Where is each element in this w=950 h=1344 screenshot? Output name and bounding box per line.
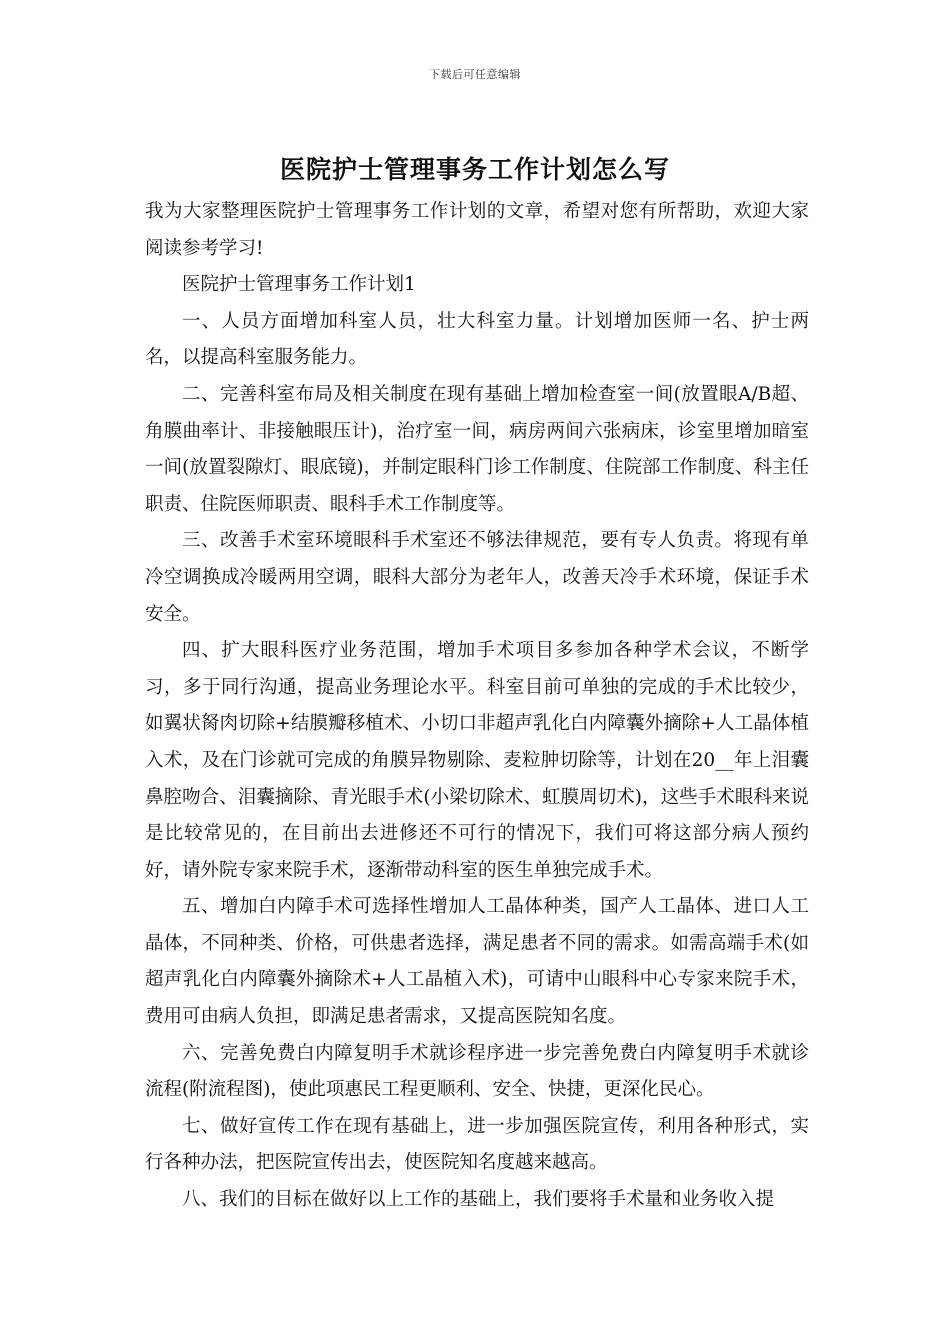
paragraph-1: 一、人员方面增加科室人员，壮大科室力量。计划增加医师一名、护士两名，以提高科室服务能力。 bbox=[145, 310, 809, 369]
document-body bbox=[145, 194, 809, 1219]
paragraph-intro: 我为大家整理医院护士管理事务工作计划的文章，希望对您有所帮助，欢迎大家阅读参考学习! bbox=[145, 201, 809, 259]
page-title: 医院护士管理事务工作计划怎么写 bbox=[279, 155, 670, 184]
paragraph-2: 二、完善科室布局及相关制度在现有基础上增加检查室一间(放置眼A/B超、角膜曲率计、非接触眼压计)，治疗室一间，病房两间六张病床，诊室里增加暗室一间(放置裂隙灯、眼底镜)，并制定眼科门诊工作制度、住院部工作制度、科主任职责、住院医师职责、眼科手术工作制度等。 bbox=[145, 383, 809, 515]
paragraph-8: 八、我们的目标在做好以上工作的基础上，我们要将手术量和业务收入提 bbox=[182, 1189, 775, 1211]
paragraph-4: 四、扩大眼科医疗业务范围，增加手术项目多参加各种学术会议，不断学习，多于同行沟通，提高业务理论水平。科室目前可单独的完成的手术比较少，如翼状胬肉切除+结膜瓣移植术、小切口非超声乳化白内障囊外摘除+人工晶体植入术，及在门诊就可完成的角膜异物剔除、麦粒肿切除等，计划在20__年上泪囊鼻腔吻合、泪囊摘除、青光眼手术(小梁切除术、虹膜周切术)，这些手术眼科来说是比较常见的，在目前出去进修还不可行的情况下，我们可将这部分病人预约好，请外院专家来院手术，逐渐带动科室的医生单独完成手术。 bbox=[145, 640, 809, 881]
paragraph-3: 三、改善手术室环境眼科手术室还不够法律规范，要有专人负责。将现有单冷空调换成冷暖两用空调，眼科大部分为老年人，改善天冷手术环境，保证手术安全。 bbox=[145, 530, 809, 625]
paragraph-5: 五、增加白内障手术可选择性增加人工晶体种类，国产人工晶体、进口人工晶体，不同种类、价格，可供患者选择，满足患者不同的需求。如需高端手术(如超声乳化白内障囊外摘除术+人工晶植入术)，可请中山眼科中心专家来院手术，费用可由病人负担，即满足患者需求，又提高医院知名度。 bbox=[145, 896, 809, 1028]
header-note: 下载后可任意编辑 bbox=[429, 68, 521, 81]
paragraph-6: 六、完善免费白内障复明手术就诊程序进一步完善免费白内障复明手术就诊流程(附流程图)，使此项惠民工程更顺利、安全、快捷，更深化民心。 bbox=[145, 1042, 809, 1101]
section-heading: 医院护士管理事务工作计划1 bbox=[182, 274, 416, 296]
paragraph-7: 七、做好宣传工作在现有基础上，进一步加强医院宣传，利用各种形式，实行各种办法，把医院宣传出去，使医院知名度越来越高。 bbox=[145, 1115, 809, 1174]
